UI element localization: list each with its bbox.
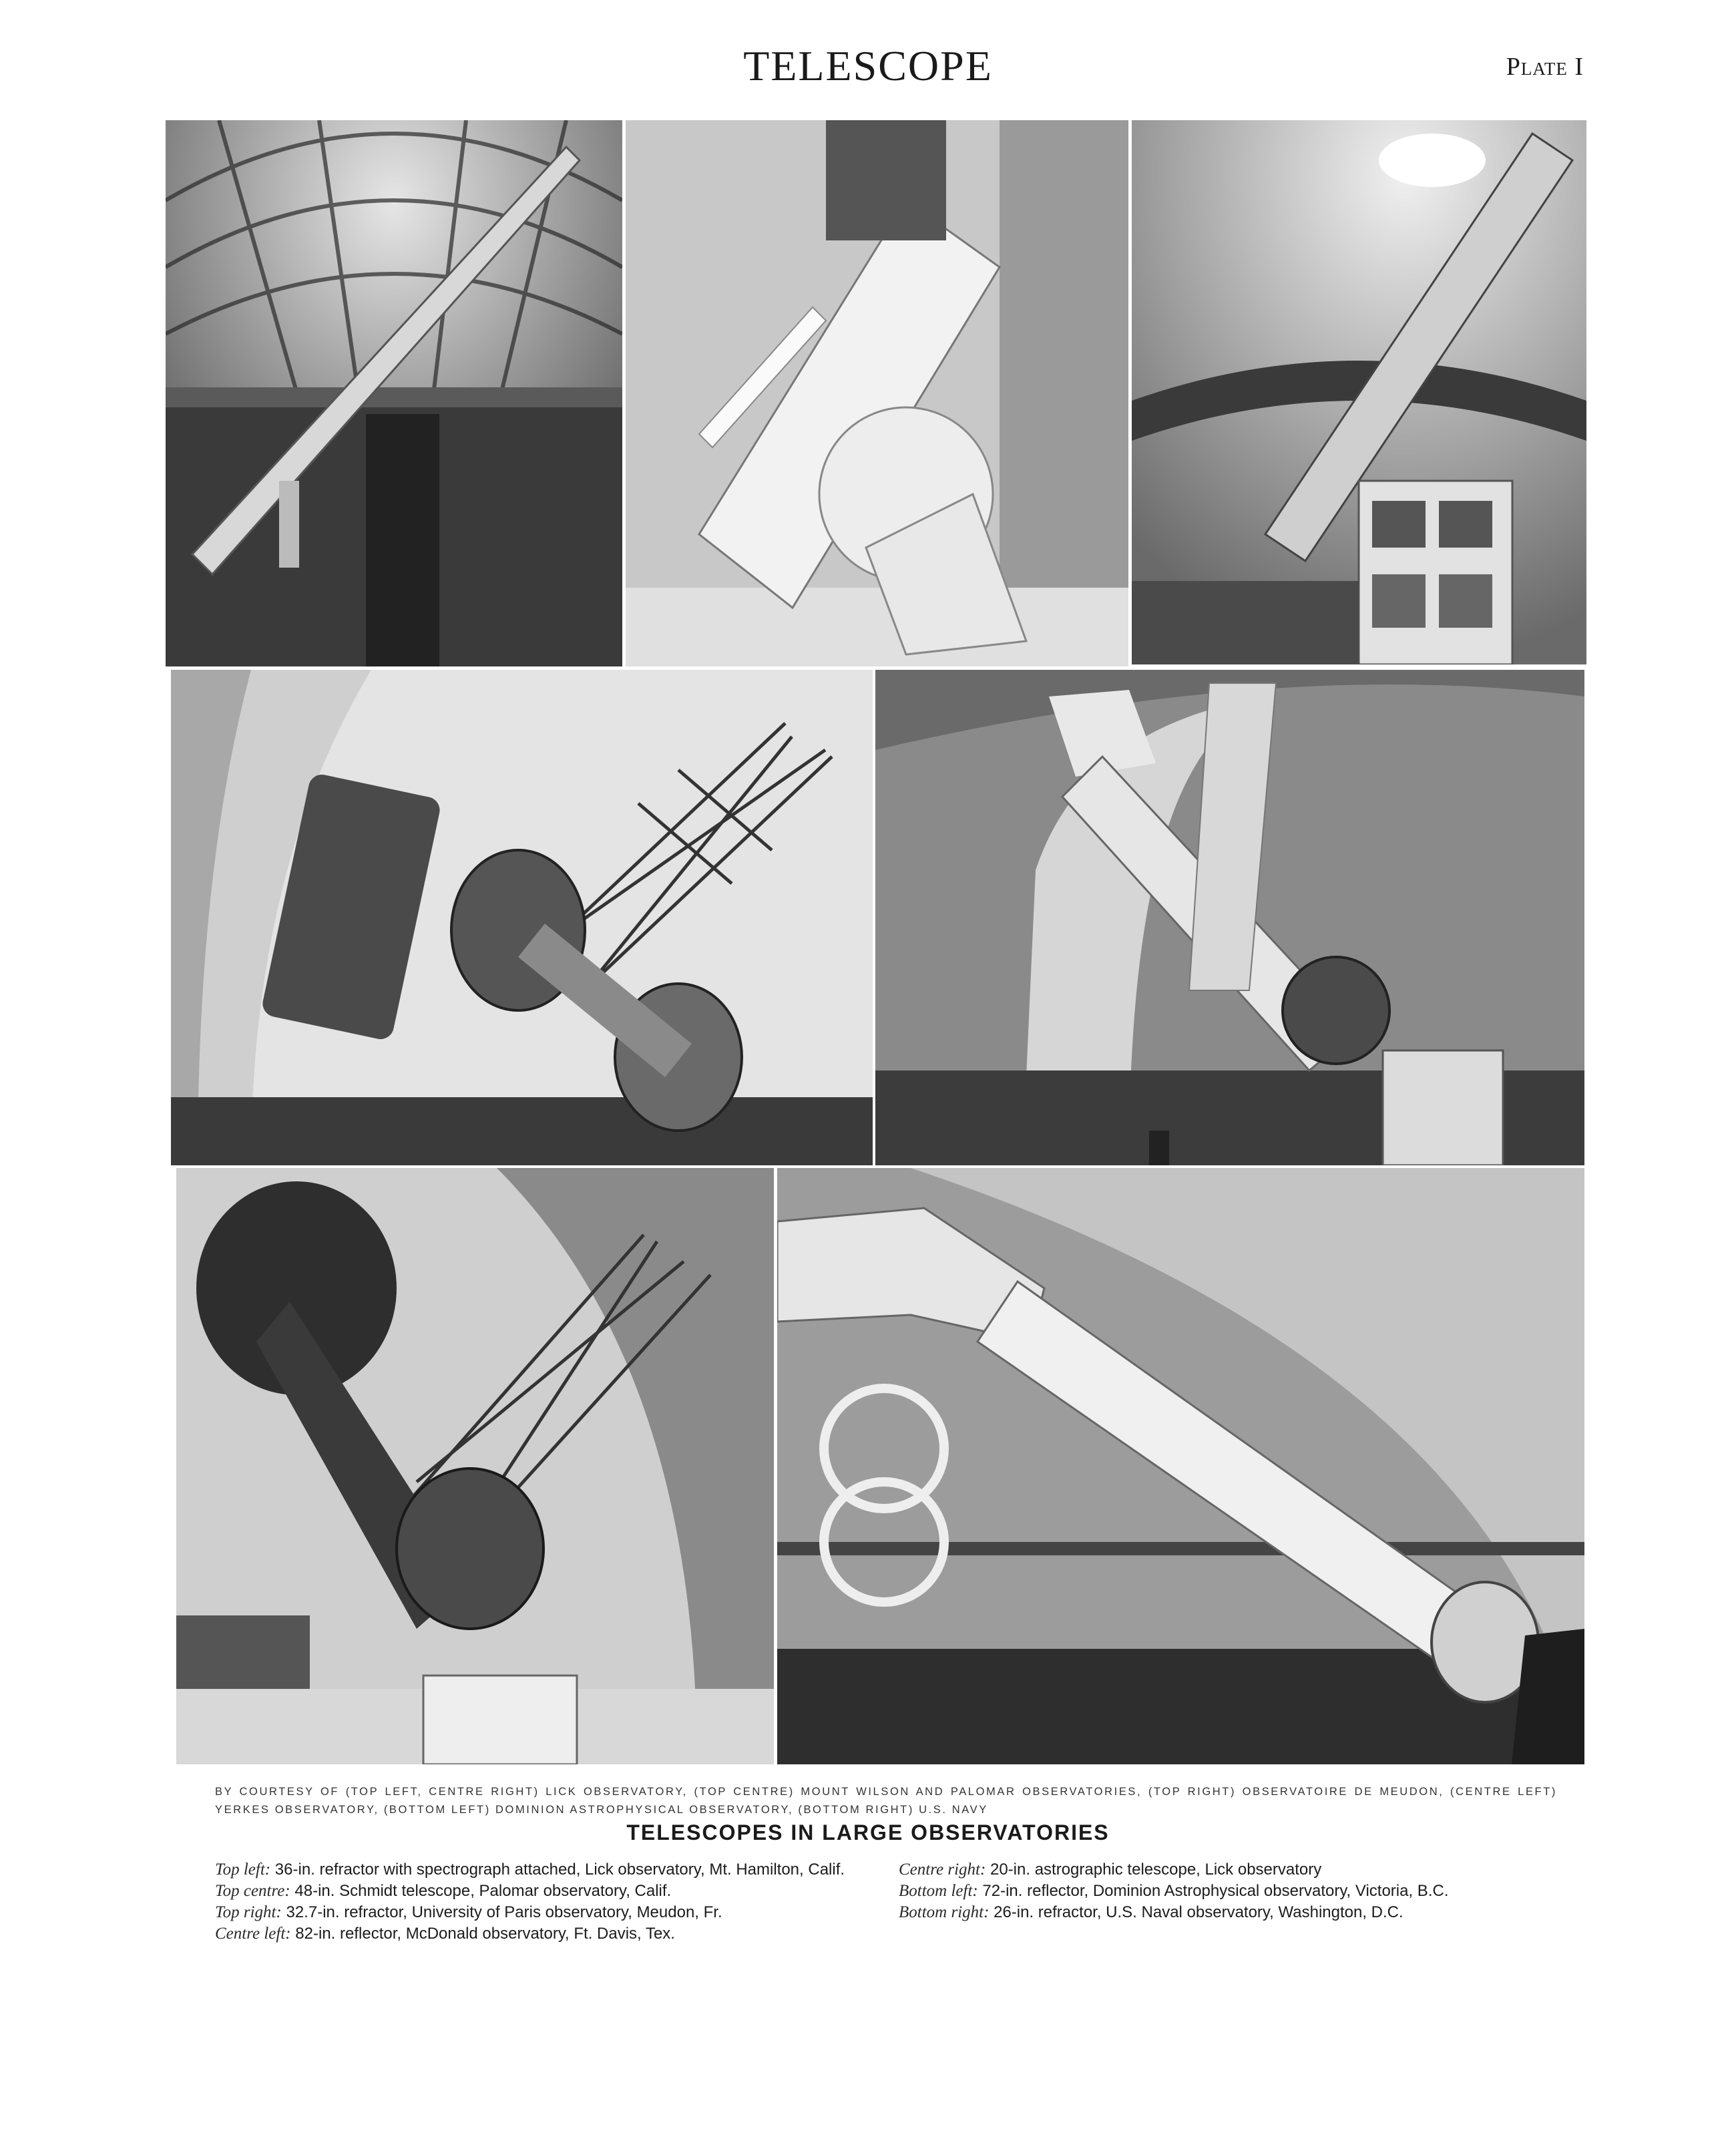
caption-heading: TELESCOPES IN LARGE OBSERVATORIES: [626, 1820, 1110, 1844]
caption-item: [899, 1902, 1566, 1923]
caption-label: Top left:: [215, 1861, 271, 1879]
caption-item: [899, 1881, 1566, 1902]
caption-item: [215, 1902, 883, 1923]
caption-text: 36-in. refractor with spectrograph attached, Lick observatory, Mt. Hamilton, Calif.: [274, 1861, 845, 1879]
caption-text: 72-in. reflector, Dominion Astrophysical observatory, Victoria, B.C.: [982, 1882, 1449, 1900]
photo-centre-left: [171, 670, 873, 1165]
photo-centre-right: [875, 670, 1584, 1165]
caption-item: [215, 1923, 883, 1945]
caption-label: Top right:: [215, 1903, 282, 1921]
caption-label: Top centre:: [215, 1882, 290, 1900]
caption-text: 32.7-in. refractor, University of Paris observatory, Meudon, Fr.: [286, 1903, 722, 1921]
plate-number: Plate I: [1506, 53, 1584, 81]
photo-credit: BY COURTESY OF (TOP LEFT, CENTRE RIGHT) LICK OBSERVATORY, (TOP CENTRE) MOUNT WILSON AND PALOMAR OBSERVATORIES, (TOP RIGHT) OBSERVATOIRE DE MEUDON, (CENTRE LEFT) YERKES OBSERVATORY, (BOTTOM LEFT) DOMINION ASTROPHYSICAL OBSERVATORY, (BOTTOM RIGHT) U.S. NAVY: [215, 1786, 1557, 1816]
photo-top-left: [166, 120, 622, 666]
caption-item: [215, 1859, 883, 1881]
caption-label: Centre right:: [899, 1861, 986, 1879]
caption-label: Bottom right:: [899, 1903, 990, 1921]
photo-bottom-right: [777, 1168, 1584, 1764]
caption-column-right: [899, 1859, 1566, 1923]
caption-item: [215, 1881, 883, 1902]
caption-label: Bottom left:: [899, 1882, 978, 1900]
caption-text: 48-in. Schmidt telescope, Palomar observatory, Calif.: [294, 1882, 672, 1900]
caption-text: 20-in. astrographic telescope, Lick observatory: [990, 1861, 1322, 1879]
caption-text: 82-in. reflector, McDonald observatory, Ft. Davis, Tex.: [295, 1925, 675, 1943]
photo-top-right: [1132, 120, 1586, 664]
caption-text: 26-in. refractor, U.S. Naval observatory, Washington, D.C.: [994, 1903, 1403, 1921]
photo-top-centre: [626, 120, 1128, 666]
photo-bottom-left: [176, 1168, 774, 1764]
caption-column-left: [215, 1859, 883, 1945]
caption-item: [899, 1859, 1566, 1881]
caption-label: Centre left:: [215, 1925, 291, 1943]
page-title: TELESCOPE: [743, 42, 993, 89]
